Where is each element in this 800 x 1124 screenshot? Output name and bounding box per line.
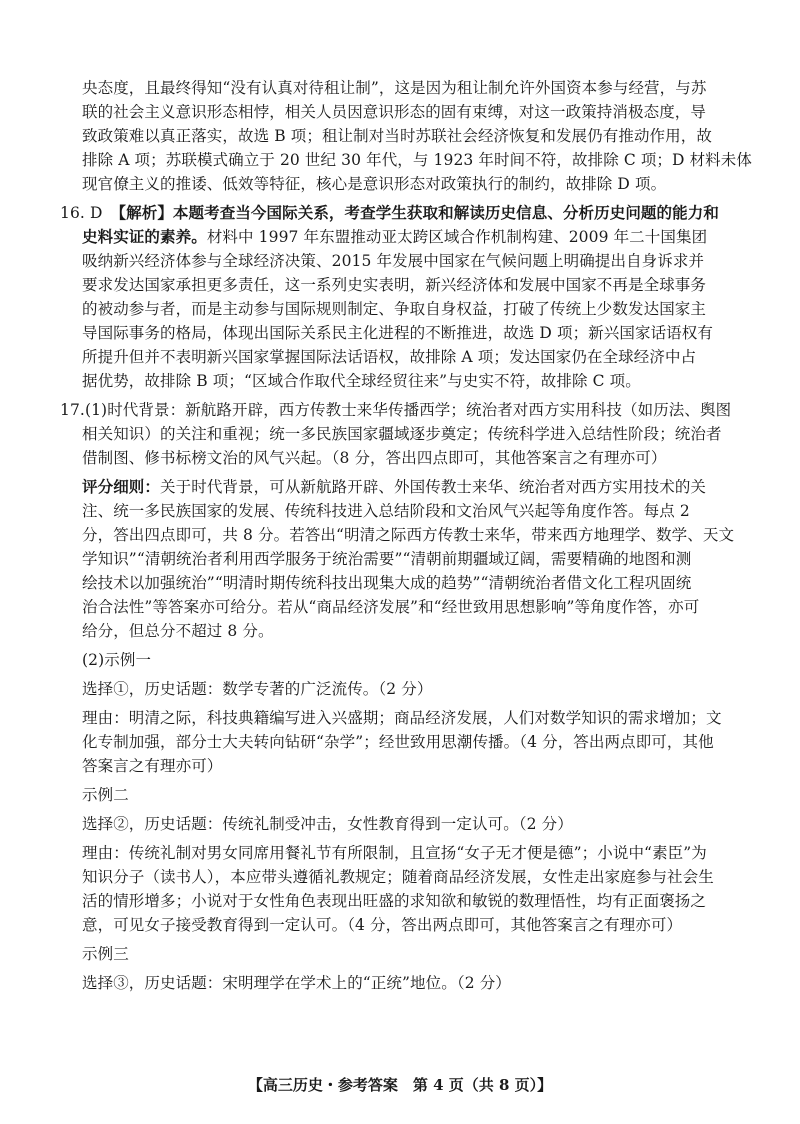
text-line: 绘技术以加强统治”“明清时期传统科技出现集大成的趋势”“清朝统治者借文化工程巩固统: [82, 574, 692, 592]
q17-part1-text: (1)时代背景：新航路开辟，西方传教士来华传播西学；统治者对西方实用科技（如历法、舆图: [84, 401, 732, 419]
text-line: 所提升但并不表明新兴国家掌握国际法话语权，故排除 A 项；发达国家仍在全球经济中占: [82, 348, 697, 366]
text-line: 理由：明清之际，科技典籍编写进入兴盛期；商品经济发展，人们对数学知识的需求增加；文: [82, 709, 722, 727]
rubric-first-line: [82, 475, 728, 499]
text-line: 知识分子（读书人），本应带头遵循礼教规定；随着商品经济发展，女性走出家庭参与社会生: [82, 868, 714, 886]
text-line: 注、统一多民族国家的发展、传统科技进入总结阶段和文治风气兴起等角度作答。每点 2: [82, 502, 690, 520]
example2-heading: 示例二: [82, 786, 129, 804]
q16-first-line: [60, 201, 728, 225]
text-line: 学知识”“清朝统治者利用西学服务于统治需要”“清朝前期疆域辽阔，需要精确的地图和测: [82, 550, 692, 568]
text-line: 给分，但总分不超过 8 分。: [82, 622, 274, 640]
text-line: 排除 A 项；苏联模式确立于 20 世纪 30 年代，与 1923 年时间不符，故排除 C 项；D 材料未体: [82, 151, 752, 169]
example3-choice: 选择③，历史话题：宋明理学在学术上的“正统”地位。（2 分）: [82, 974, 511, 992]
text-line: 分，答出四点即可，共 8 分。若答出“明清之际西方传教士来华，带来西方地理学、数学、天文: [82, 526, 735, 544]
q16-lead-2: 史料实证的素养。: [82, 227, 207, 246]
text-line: 的被动参与者，而是主动参与国际规则制定、争取自身权益，打破了传统上少数发达国家主: [82, 300, 707, 318]
text-line: 意，可见女子接受教育得到一定认可。（4 分，答出两点即可，其他答案言之有理亦可）: [82, 916, 683, 934]
rubric-label: 评分细则：: [82, 477, 161, 496]
part2-heading: (2)示例一: [82, 651, 152, 669]
text-line: 相关知识）的关注和重视；统一多民族国家疆域逐步奠定；传统科学进入总结性阶段；统治者: [82, 425, 722, 443]
text-line: 要求发达国家承担更多责任，这一系列史实表明，新兴经济体和发展中国家不再是全球事务: [82, 276, 707, 294]
q16-text: 材料中 1997 年东盟推动亚太跨区域合作机制构建、2009 年二十国集团: [206, 228, 708, 246]
text-line: 答案言之有理亦可）: [82, 757, 223, 775]
q16-number: 16. D: [60, 204, 103, 222]
q16-lead: 本题考查当今国际关系，考查学生获取和解读历史信息、分析历史问题的能力和: [172, 203, 719, 222]
page-footer: 【高三历史・参考答案 第 4 页（共 8 页）】: [247, 1076, 553, 1094]
text-line: 化专制加强，部分士大夫转向钻研“杂学”；经世致用思潮传播。（4 分，答出两点即可，其他: [82, 733, 714, 751]
text-line: 现官僚主义的推诿、低效等特征，核心是意识形态对政策执行的制约，故排除 D 项。: [82, 175, 667, 193]
q17-number: 17.: [60, 401, 85, 419]
text-line: 治合法性”等答案亦可给分。若从“商品经济发展”和“经世致用思想影响”等角度作答，亦可: [82, 598, 700, 616]
text-line: 据优势，故排除 B 项；“区域合作取代全球经贸往来”与史实不符，故排除 C 项。: [82, 372, 641, 390]
example1-choice: 选择①，历史话题：数学专著的广泛流传。（2 分）: [82, 680, 433, 698]
rubric-text: 关于时代背景，可从新航路开辟、外国传教士来华、统治者对西方实用技术的关: [160, 478, 707, 496]
text-line: 央态度，且最终得知“没有认真对待租让制”，这是因为租让制允许外国资本参与经营，与苏: [82, 79, 707, 97]
example3-heading: 示例三: [82, 945, 129, 963]
text-line: 借制图、修书标榜文治的风气兴起。（8 分，答出四点即可，其他答案言之有理亦可）: [82, 449, 667, 467]
example2-choice: 选择②，历史话题：传统礼制受冲击，女性教育得到一定认可。（2 分）: [82, 815, 573, 833]
text-line: 活的情形增多；小说对于女性角色表现出旺盛的求知欲和敏锐的数理悟性，均有正面褒扬之: [82, 892, 707, 910]
text-line: 理由：传统礼制对男女同席用餐礼节有所限制，且宣扬“女子无才便是德”；小说中“素臣”为: [82, 844, 707, 862]
text-line: 致政策难以真正落实，故选 B 项；租让制对当时苏联社会经济恢复和发展仍有推动作用，故: [82, 127, 712, 145]
q16-second-line: [82, 225, 728, 249]
text-line: 联的社会主义意识形态相悖，相关人员因意识形态的固有束缚，对这一政策持消极态度，导: [82, 103, 707, 121]
text-line: 吸纳新兴经济体参与全球经济决策、2015 年发展中国家在气候问题上明确提出自身诉求并: [82, 252, 705, 270]
page-content: [60, 76, 752, 995]
q16-analysis-tag: 【解析】: [110, 203, 173, 222]
text-line: 导国际事务的格局，体现出国际关系民主化进程的不断推进，故选 D 项；新兴国家话语权有: [82, 324, 713, 342]
q17-first-line: [60, 398, 732, 422]
